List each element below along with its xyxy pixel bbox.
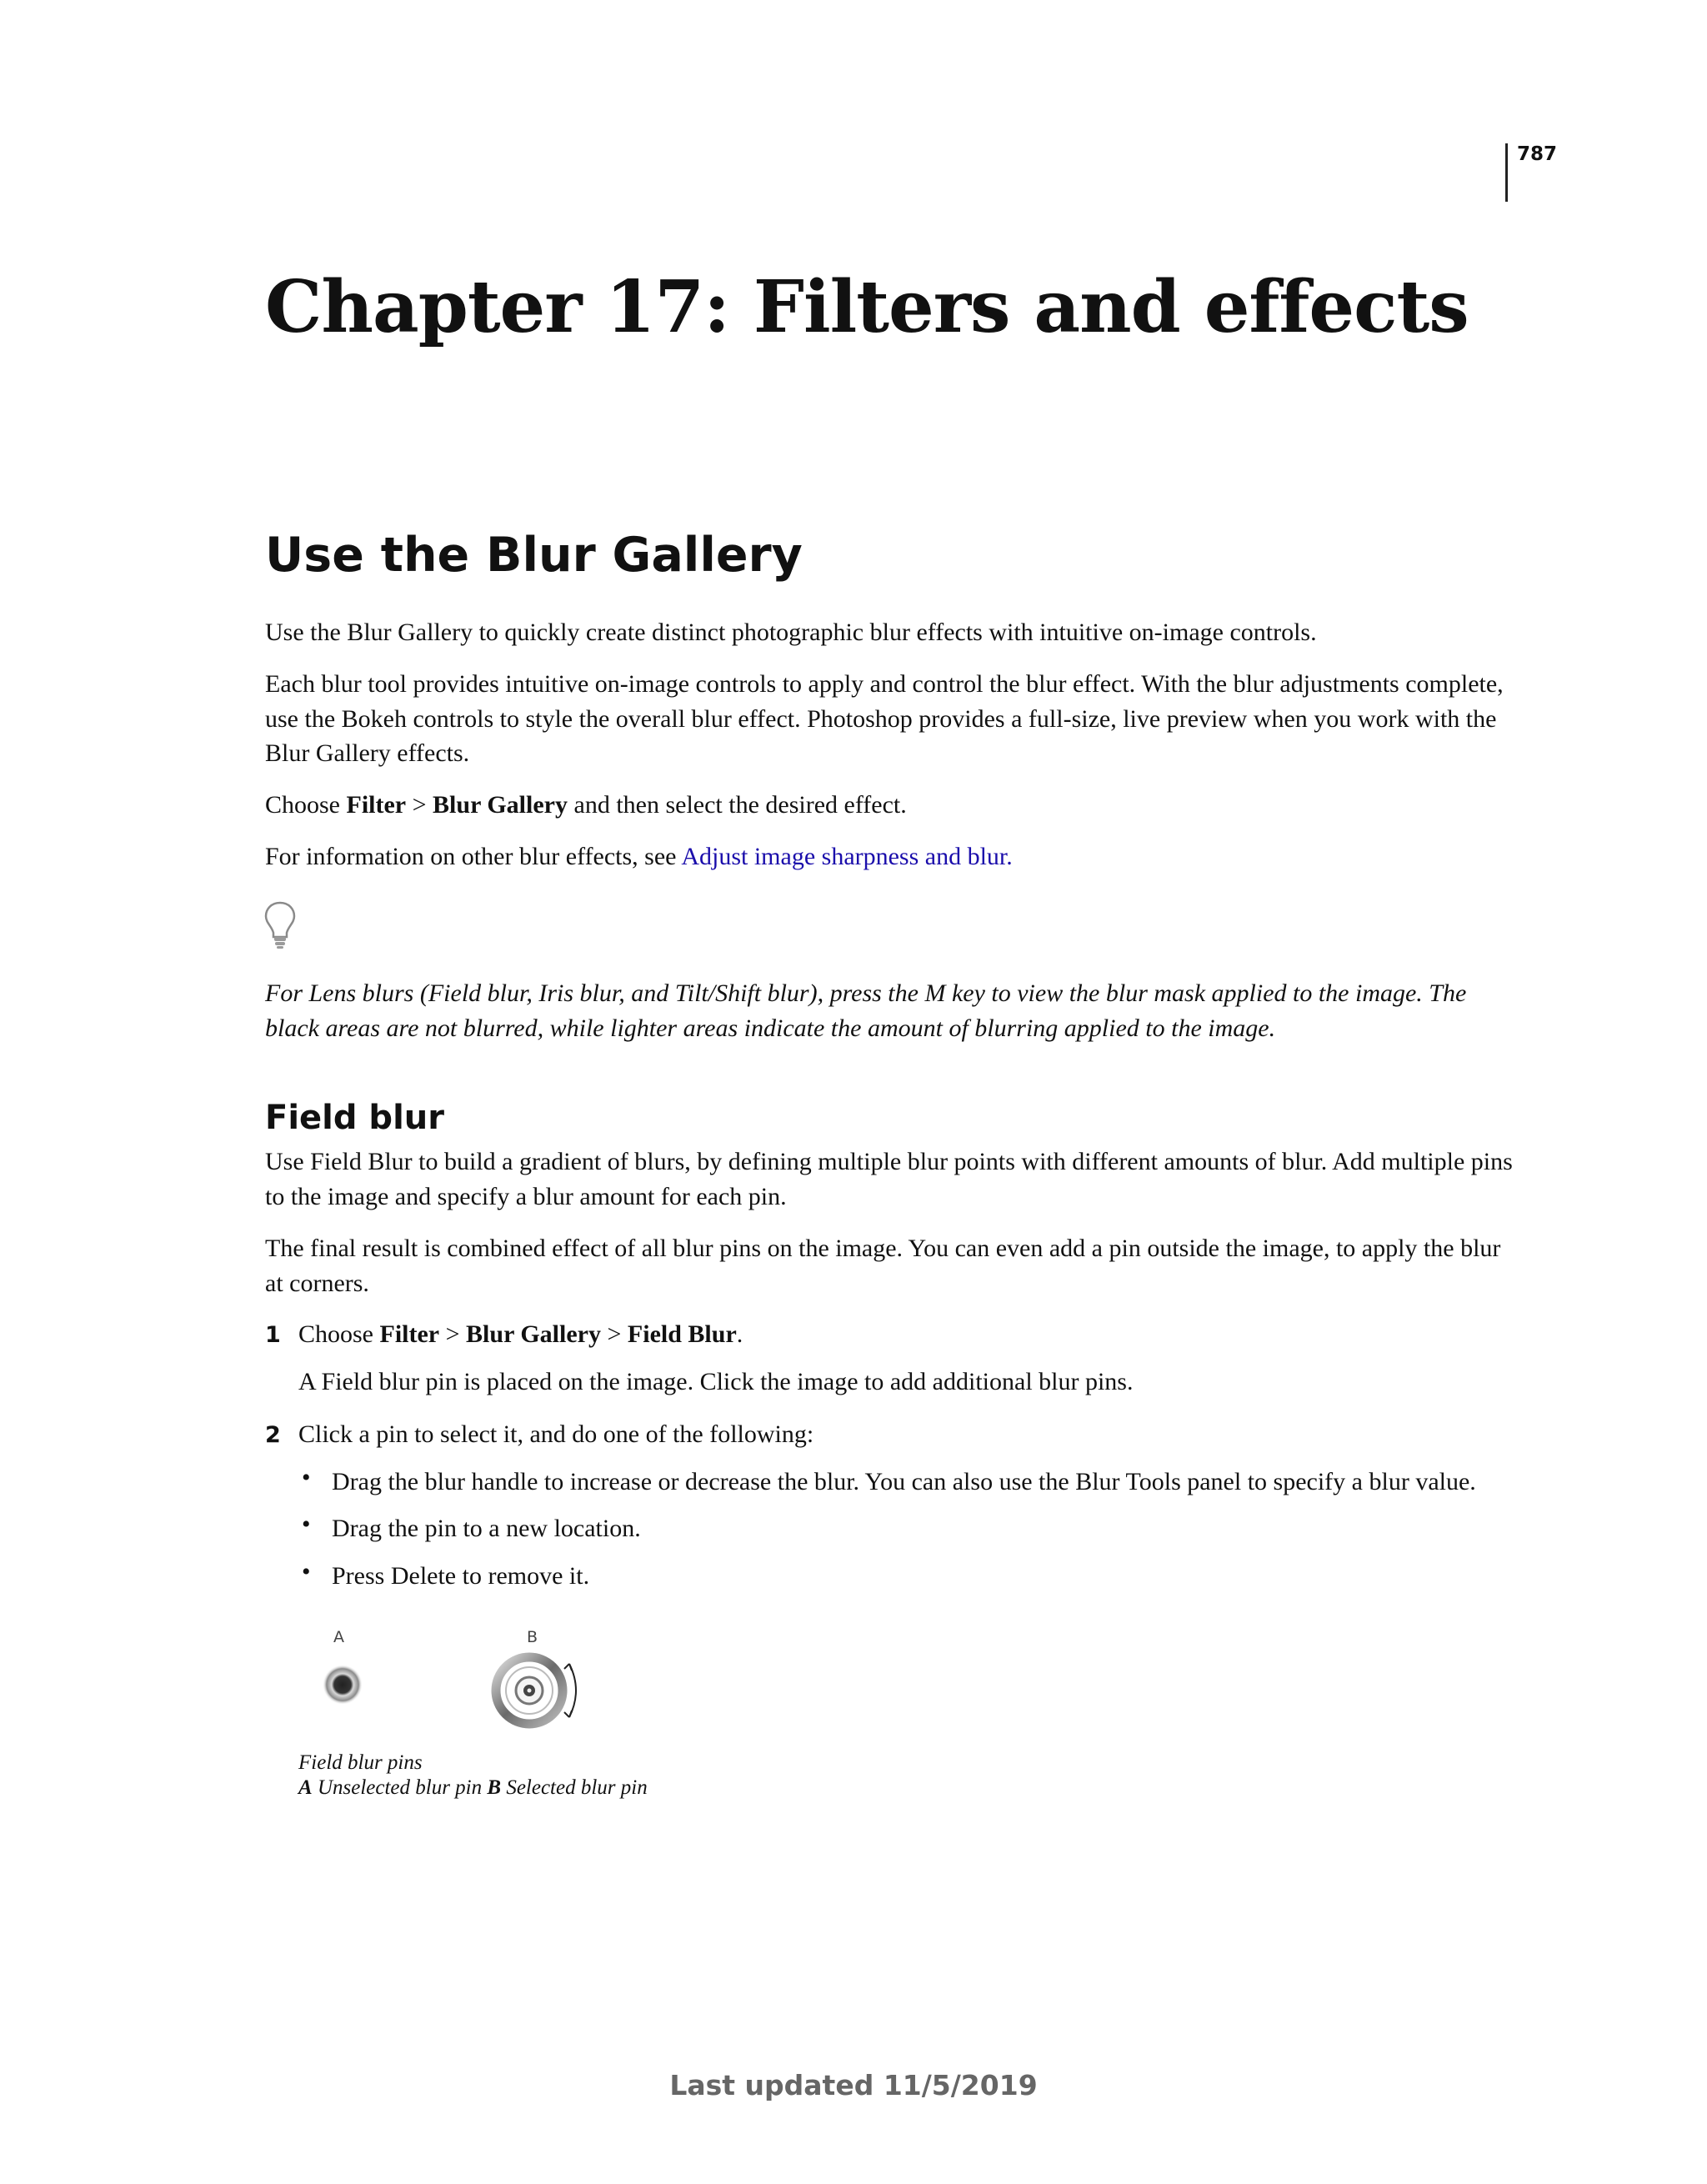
bullet-item-2: Drag the pin to a new location. (332, 1515, 641, 1542)
chapter-title: Chapter 17: Filters and effects (265, 265, 1469, 349)
selected-blur-pin-icon (488, 1649, 596, 1732)
field-blur-paragraph-1: Use Field Blur to build a gradient of blurs, by defining multiple blur points with different amounts of blur. Add multiple pins to the image and specify a blur amount for each pin. (265, 1148, 1513, 1210)
choose-instruction (265, 788, 1515, 823)
bullet-item-1: Drag the blur handle to increase or decrease the blur. You can also use the Blur Tools panel to specify a blur value. (332, 1468, 1476, 1495)
figure-caption-legend (298, 1776, 648, 1801)
step-1-separator-2: > (601, 1320, 628, 1348)
overview-paragraph: Each blur tool provides intuitive on-image controls to apply and control the blur effect. With the blur adjustments complete, use the Bokeh controls to style the overall blur effect. Photoshop provides a full-size, live preview when you work with the Blur Gallery effects. (265, 670, 1504, 767)
caption-text-b: Selected blur pin (501, 1776, 648, 1799)
caption-key-a: A (298, 1776, 313, 1799)
more-info-paragraph (265, 839, 1515, 874)
page-number: 787 (1517, 143, 1558, 165)
step-1-note: A Field blur pin is placed on the image. Click the image to add additional blur pins. (298, 1368, 1134, 1395)
menu-blur-gallery: Blur Gallery (433, 791, 568, 819)
step-1-menu-blur-gallery: Blur Gallery (466, 1320, 601, 1348)
tip-text: For Lens blurs (Field blur, Iris blur, and Tilt/Shift blur), press the M key to view the blur mask applied to the image. The black areas are not blurred, while lighter areas indicate the amount of blurring applied to the image. (265, 979, 1467, 1042)
intro-paragraph: Use the Blur Gallery to quickly create distinct photographic blur effects with intuitive on-image controls. (265, 619, 1317, 646)
menu-separator: > (406, 791, 433, 819)
lightbulb-tip-icon (263, 900, 298, 954)
field-blur-paragraph-2: The final result is combined effect of all blur pins on the image. You can even add a pin outside the image, to apply the blur at corners. (265, 1235, 1501, 1297)
step-1-separator-1: > (439, 1320, 467, 1348)
step-number-2: 2 (265, 1422, 281, 1448)
step-1-menu-filter: Filter (379, 1320, 440, 1348)
info-prefix: For information on other blur effects, see (265, 843, 682, 870)
page-number-rule (1505, 143, 1508, 202)
choose-prefix: Choose (265, 791, 347, 819)
unselected-blur-pin-icon (320, 1662, 365, 1707)
step-1-prefix: Choose (298, 1320, 380, 1348)
step-number-1: 1 (265, 1322, 281, 1348)
section-title: Use the Blur Gallery (265, 528, 803, 583)
bullet-marker-3: • (302, 1558, 311, 1585)
step-2-text: Click a pin to select it, and do one of the following: (298, 1420, 814, 1448)
choose-suffix: and then select the desired effect. (568, 791, 907, 819)
caption-text-a: Unselected blur pin (312, 1776, 488, 1799)
step-1-suffix: . (736, 1320, 743, 1348)
figure-label-a: A (333, 1628, 344, 1646)
menu-filter: Filter (346, 791, 407, 819)
footer-last-updated: Last updated 11/5/2019 (669, 2069, 1038, 2101)
bullet-marker-2: • (302, 1510, 311, 1538)
step-1-text (298, 1317, 1515, 1352)
caption-key-b: B (487, 1776, 502, 1799)
bullet-item-3: Press Delete to remove it. (332, 1562, 590, 1590)
step-1-menu-field-blur: Field Blur (627, 1320, 737, 1348)
field-blur-title: Field blur (265, 1099, 444, 1137)
sharpness-blur-link[interactable]: Adjust image sharpness and blur. (681, 843, 1013, 870)
figure-label-b: B (527, 1628, 538, 1646)
figure-caption-title: Field blur pins (298, 1751, 423, 1774)
bullet-marker-1: • (302, 1464, 311, 1491)
